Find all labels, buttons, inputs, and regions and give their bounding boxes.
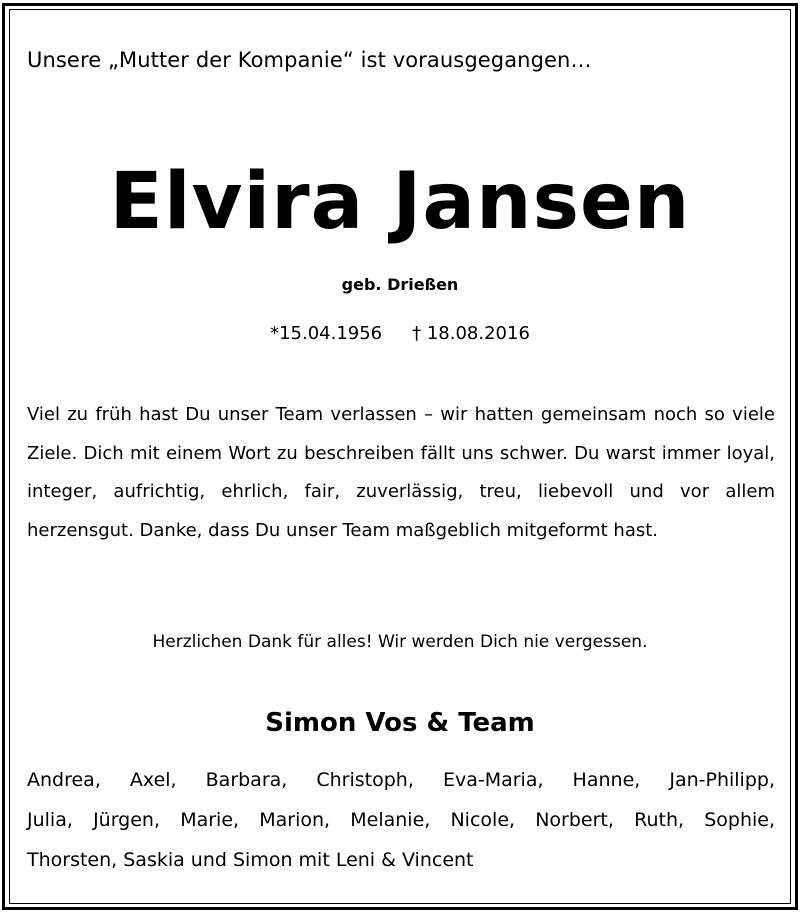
tribute-text: Viel zu früh hast Du unser Team verlassen – wir hatten gemeinsam noch so viele Ziele. Dich mit einem Wort zu beschreiben fällt uns schwer. Du warst immer loyal, integer, aufrichtig, ehrlich, fair, zuverlässig, treu, liebevoll und vor allem herzensgut. Danke, dass Du unser Team maßgeblich mitgeformt hast.	[27, 404, 775, 541]
intro-line: Unsere „Mutter der Kompanie“ ist vorausgegangen…	[27, 48, 592, 72]
life-dates	[0, 323, 800, 344]
deceased-name: Elvira Jansen	[109, 157, 691, 247]
thanks-line: Herzlichen Dank für alles! Wir werden Dich nie vergessen.	[152, 632, 648, 652]
team-members-line: Andrea, Axel, Barbara, Christoph, Eva-Maria, Hanne, Jan-Philipp,	[27, 769, 775, 791]
birth-date: *15.04.1956	[270, 323, 383, 344]
team-members-line: Thorsten, Saskia und Simon mit Leni & Vincent	[27, 849, 474, 871]
death-date: † 18.08.2016	[412, 323, 530, 344]
maiden-name: geb. Drießen	[341, 275, 459, 294]
team-members	[27, 760, 775, 880]
signature: Simon Vos & Team	[265, 708, 535, 738]
team-members-line: Julia, Jürgen, Marie, Marion, Melanie, Nicole, Norbert, Ruth, Sophie,	[27, 809, 775, 831]
